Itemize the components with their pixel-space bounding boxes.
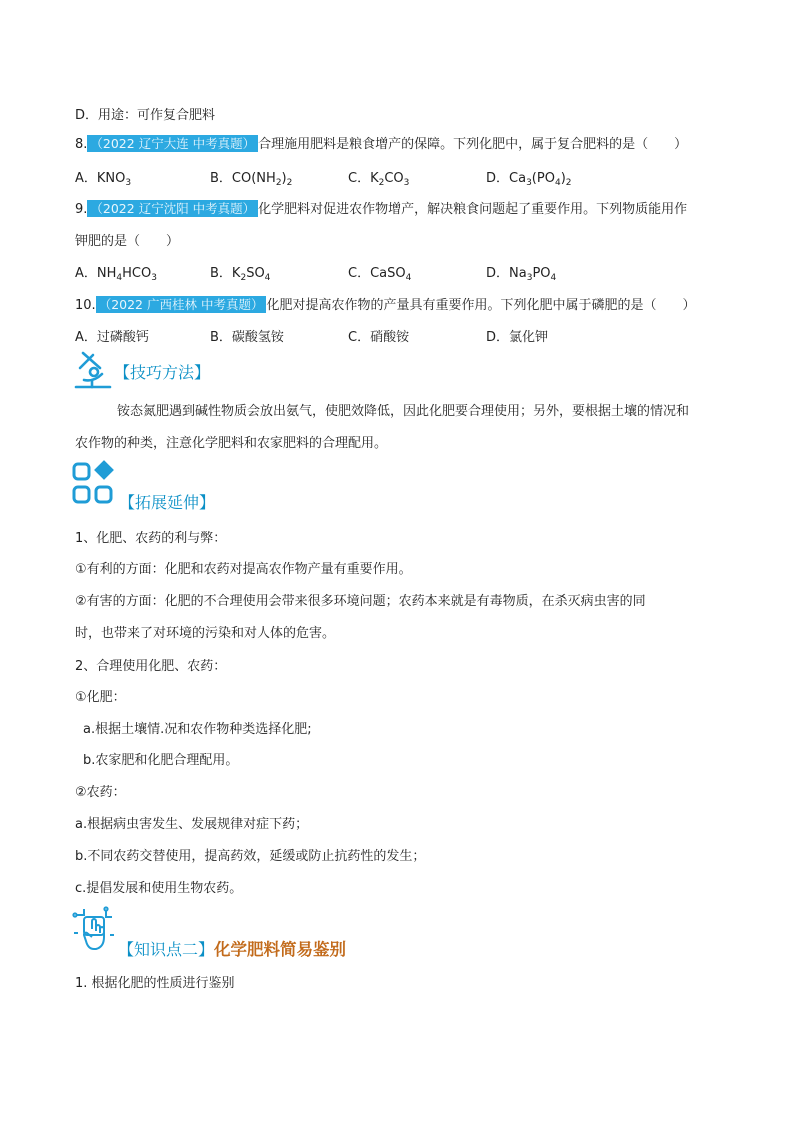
option-c: C．硝酸铵 — [348, 330, 410, 345]
option-a: A．过磷酸钙 — [75, 330, 149, 345]
skills-paragraph-line1: 铵态氮肥遇到碱性物质会放出氨气，使肥效降低，因此化肥要合理使用；另外，要根据土壤的情况和 — [117, 404, 690, 419]
extension-heading: 【拓展延伸】 — [119, 493, 216, 512]
extension-harm-line2: 时，也带来了对环境的污染和对人体的危害。 — [75, 626, 336, 641]
source-tag: （2022 辽宁沈阳 中考真题） — [87, 200, 258, 217]
knowledge-point-2-item1: 1. 根据化肥的性质进行鉴别 — [75, 976, 235, 991]
source-tag: （2022 辽宁大连 中考真题） — [87, 135, 258, 152]
skills-paragraph-line2: 农作物的种类，注意化学肥料和农家肥料的合理配用。 — [75, 436, 388, 451]
touch-circuit-icon — [72, 905, 116, 953]
skills-heading: 【技巧方法】 — [114, 363, 211, 382]
extension-fertilizer-a: a.根据土壤情.况和农作物种类选择化肥; — [83, 722, 312, 737]
extension-pesticide-b: b.不同农药交替使用，提高药效，延缓或防止抗药性的发生； — [75, 849, 426, 864]
source-tag: （2022 广西桂林 中考真题） — [96, 296, 267, 313]
option-d: D．$Ca_3(PO_4)_2$ — [486, 171, 572, 188]
question-stem: 化肥对提高农作物的产量具有重要作用。下列化肥中属于磷肥的是（ ） — [266, 298, 696, 313]
extension-item1: 1、化肥、农药的利与弊： — [75, 531, 227, 546]
extension-harm-line1: ②有害的方面：化肥的不合理使用会带来很多环境问题；农药本来就是有毒物质，在杀灭病虫害的同 — [75, 594, 646, 609]
question-10 — [75, 294, 695, 313]
question-number: 10. — [75, 298, 96, 313]
q7-option-d: D．用途：可作复合肥料 — [75, 108, 216, 123]
option-c: C．CaSO$_4$ — [348, 266, 412, 283]
option-b: B．$CO(NH_2)_2$ — [210, 171, 293, 188]
option-a: A．$KNO_3$ — [75, 171, 132, 188]
extension-pesticide-a: a.根据病虫害发生、发展规律对症下药； — [75, 817, 309, 832]
extension-pesticide-c: c.提倡发展和使用生物农药。 — [75, 881, 243, 896]
extension-benefit: ①有利的方面：化肥和农药对提高农作物产量有重要作用。 — [75, 562, 412, 577]
q10-options — [75, 326, 715, 344]
question-number: 8. — [75, 137, 88, 152]
option-a: A．$NH_4HCO_3$ — [75, 266, 157, 283]
option-d: D．$Na_3PO_4$ — [486, 266, 557, 283]
extension-fertilizer: ①化肥： — [75, 690, 126, 705]
extension-pesticide: ②农药： — [75, 785, 126, 800]
option-d: D．氯化钾 — [486, 330, 549, 345]
knowledge-point-prefix: 【知识点二】 — [118, 940, 215, 959]
question-stem: 化学肥料对促进农作物增产，解决粮食问题起了重要作用。下列物质能用作 — [258, 202, 688, 217]
microscope-icon — [70, 350, 114, 390]
q8-options — [75, 167, 715, 188]
knowledge-point-2-heading — [118, 936, 346, 960]
question-9-stem-line2: 钾肥的是（ ） — [75, 234, 180, 249]
extension-fertilizer-b: b.农家肥和化肥合理配用。 — [83, 753, 239, 768]
option-b: B．$K_2SO_4$ — [210, 266, 271, 283]
grid-apps-icon — [71, 460, 119, 506]
question-stem: 合理施用肥料是粮食增产的保障。下列化肥中，属于复合肥料的是（ ） — [258, 137, 688, 152]
option-c: C．$K_2CO_3$ — [348, 171, 410, 188]
question-number: 9. — [75, 202, 88, 217]
option-b: B．碳酸氢铵 — [210, 330, 284, 345]
extension-item2: 2、合理使用化肥、农药： — [75, 659, 227, 674]
question-9 — [75, 198, 687, 217]
q9-options — [75, 262, 715, 283]
knowledge-point-title: 化学肥料简易鉴别 — [214, 940, 347, 959]
question-8 — [75, 133, 687, 152]
